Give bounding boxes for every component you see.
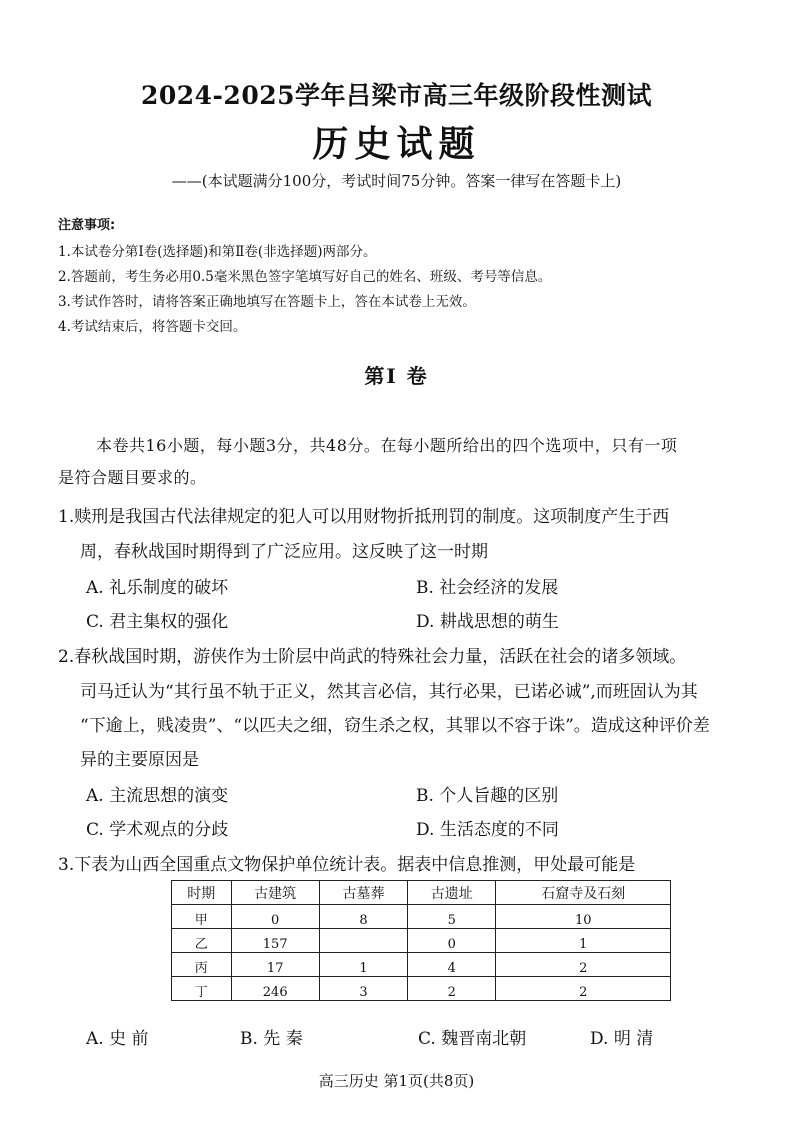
exam-title: 2024-2025学年吕梁市高三年级阶段性测试	[140, 81, 653, 110]
intro-line: 本卷共16小题，每小题3分，共48分。在每小题所给出的四个选项中，只有一项	[96, 436, 678, 455]
table-cell: 丁	[172, 977, 232, 1001]
page-footer: 高三历史 第1页(共8页)	[318, 1072, 475, 1090]
question-1-option-b[interactable]: B. 社会经济的发展	[416, 578, 559, 598]
question-1-line: 1.赎刑是我国古代法律规定的犯人可以用财物折抵刑罚的制度。这项制度产生于西	[58, 507, 670, 527]
table-cell: 0	[231, 905, 319, 929]
table-cell: 17	[231, 953, 319, 977]
notice-item: 3.考试作答时，请将答案正确地填写在答题卡上，答在本试卷上无效。	[58, 294, 476, 310]
table-header-cell: 石窟寺及石刻	[496, 881, 671, 905]
table-header-cell: 古遗址	[408, 881, 496, 905]
table-cell: 157	[231, 929, 319, 953]
table-row	[172, 929, 671, 953]
notice-heading: 注意事项:	[58, 218, 116, 233]
question-3-option-a[interactable]: A. 史 前	[86, 1029, 149, 1049]
notice-item: 4.考试结束后，将答题卡交回。	[58, 319, 247, 335]
table-row	[172, 953, 671, 977]
table-cell: 8	[319, 905, 407, 929]
question-2-option-b[interactable]: B. 个人旨趣的区别	[416, 786, 559, 806]
table-cell: 10	[496, 905, 671, 929]
question-1-option-c[interactable]: C. 君主集权的强化	[86, 612, 229, 632]
table-cell: 2	[408, 977, 496, 1001]
intro-line: 是符合题目要求的。	[58, 468, 207, 487]
question-2-line: 异的主要原因是	[80, 750, 199, 770]
heritage-stats-table	[171, 880, 671, 1001]
table-header-row	[172, 881, 671, 905]
table-cell	[319, 929, 407, 953]
question-2-option-c[interactable]: C. 学术观点的分歧	[86, 820, 229, 840]
table-header-cell: 时期	[172, 881, 232, 905]
question-2-option-d[interactable]: D. 生活态度的不同	[416, 820, 559, 840]
table-cell: 1	[319, 953, 407, 977]
table-cell: 2	[496, 977, 671, 1001]
question-2-line: 司马迁认为“其行虽不轨于正义，然其言必信，其行必果，已诺必诚”,而班固认为其	[80, 682, 698, 702]
table-cell: 甲	[172, 905, 232, 929]
question-2-option-a[interactable]: A. 主流思想的演变	[86, 786, 229, 806]
table-cell: 乙	[172, 929, 232, 953]
notice-item: 2.答题前，考生务必用0.5毫米黑色签字笔填写好自己的姓名、班级、考号等信息。	[58, 269, 552, 285]
subject-title: 历史试题	[312, 123, 481, 165]
table-cell: 丙	[172, 953, 232, 977]
table-cell: 0	[408, 929, 496, 953]
table-cell: 3	[319, 977, 407, 1001]
section-title: 第Ⅰ 卷	[364, 364, 429, 388]
exam-subtitle: ——(本试题满分100分，考试时间75分钟。答案一律写在答题卡上)	[171, 172, 622, 190]
question-2-line: 2.春秋战国时期，游侠作为士阶层中尚武的特殊社会力量，活跃在社会的诸多领域。	[58, 647, 687, 667]
table-cell: 1	[496, 929, 671, 953]
question-1-option-d[interactable]: D. 耕战思想的萌生	[416, 612, 559, 632]
table-row	[172, 905, 671, 929]
question-2-line: “下逾上，贱凌贵”、“以匹夫之细，窃生杀之权，其罪以不容于诛”。造成这种评价差	[80, 716, 710, 736]
notice-item: 1.本试卷分第Ⅰ卷(选择题)和第Ⅱ卷(非选择题)两部分。	[58, 244, 377, 260]
table-header-cell: 古建筑	[231, 881, 319, 905]
table-cell: 5	[408, 905, 496, 929]
question-1-option-a[interactable]: A. 礼乐制度的破坏	[86, 578, 229, 598]
table-header-cell: 古墓葬	[319, 881, 407, 905]
question-1-line: 周，春秋战国时期得到了广泛应用。这反映了这一时期	[80, 542, 488, 562]
question-3-option-c[interactable]: C. 魏晋南北朝	[418, 1029, 527, 1049]
table-cell: 246	[231, 977, 319, 1001]
question-3-line: 3.下表为山西全国重点文物保护单位统计表。据表中信息推测，甲处最可能是	[58, 855, 636, 875]
table-cell: 4	[408, 953, 496, 977]
table-cell: 2	[496, 953, 671, 977]
question-3-option-d[interactable]: D. 明 清	[590, 1029, 654, 1049]
question-3-option-b[interactable]: B. 先 秦	[240, 1029, 303, 1049]
table-row	[172, 977, 671, 1001]
